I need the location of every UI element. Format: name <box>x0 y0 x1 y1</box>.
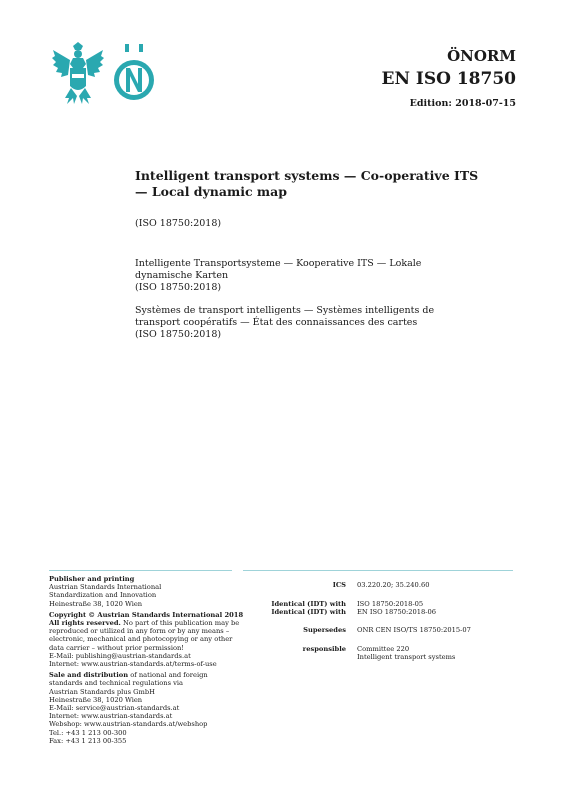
distribution-heading-line <box>49 671 239 679</box>
publisher-info <box>49 575 244 748</box>
copyright-section <box>49 610 244 669</box>
publisher-line: Austrian Standards International <box>49 583 162 592</box>
distribution-fax: Fax: +43 1 213 00-355 <box>49 736 127 745</box>
rights-text: No part of this publication may be <box>120 619 240 628</box>
austrian-eagle-logo <box>51 40 105 108</box>
distribution-tel: Tel.: +43 1 213 00-300 <box>49 728 127 737</box>
distribution-line: Austrian Standards plus GmbH <box>49 687 155 696</box>
identical-label: Identical (IDT) with <box>271 608 346 617</box>
norm-number: EN ISO 18750 <box>381 69 516 89</box>
distribution-line: standards and technical regulations via <box>49 679 184 688</box>
french-title: Systèmes de transport intelligents — Systèmes intelligents de transport coopératifs — État des connaissances des cartes <box>135 305 435 328</box>
distribution-internet: Internet: www.austrian-standards.at <box>49 712 173 721</box>
publisher-heading: Publisher and printing <box>49 575 135 583</box>
rights-reserved: All rights reserved. <box>49 619 121 628</box>
german-iso-reference: (ISO 18750:2018) <box>135 282 222 293</box>
ics-label: ICS <box>332 581 346 589</box>
supersedes-value: ONR CEN ISO/TS 18750:2015-07 <box>357 626 471 634</box>
distribution-heading: Sale and distribution <box>49 671 129 680</box>
distribution-heading-rest: of national and foreign <box>128 671 208 680</box>
copyright-heading: Copyright © Austrian Standards International 2018 <box>49 610 244 619</box>
document-title: Intelligent transport systems — Co-operative ITS — Local dynamic map <box>135 168 479 199</box>
iso-reference: (ISO 18750:2018) <box>135 218 222 229</box>
publisher-line: Heinestraße 38, 1020 Wien <box>49 599 143 608</box>
supersedes-label: Supersedes <box>303 626 346 634</box>
ics-value: 03.220.20; 35.240.60 <box>357 581 430 589</box>
distribution-line: Heinestraße 38, 1020 Wien <box>49 695 143 704</box>
edition-date: Edition: 2018-07-15 <box>409 98 516 109</box>
copyright-internet: Internet: www.austrian-standards.at/terms-of-use <box>49 660 217 669</box>
identical-value: EN ISO 18750:2018-06 <box>357 608 437 617</box>
german-title: Intelligente Transportsysteme — Kooperative ITS — Lokale dynamische Karten <box>135 258 422 281</box>
left-divider <box>49 570 232 571</box>
identical-value: ISO 18750:2018-05 <box>357 600 424 608</box>
distribution-section <box>49 671 239 745</box>
on-logo <box>113 44 155 104</box>
copyright-line: data carrier – without prior permission! <box>49 643 184 652</box>
norm-label: ÖNORM <box>447 47 516 65</box>
copyright-email: E-Mail: publishing@austrian-standards.at <box>49 651 191 660</box>
right-divider <box>243 570 513 571</box>
french-title-block <box>135 305 480 341</box>
distribution-email: E-Mail: service@austrian-standards.at <box>49 704 180 713</box>
german-title-block <box>135 258 480 294</box>
publisher-section <box>49 575 239 608</box>
responsible-committee: Committee 220 <box>357 645 410 653</box>
rights-line <box>49 619 239 627</box>
publisher-line: Standardization and Innovation <box>49 591 157 600</box>
copyright-line: reproduced or utilized in any form or by any means – <box>49 627 230 636</box>
responsible-label: responsible <box>302 645 346 653</box>
responsible-name: Intelligent transport systems <box>357 653 456 662</box>
distribution-webshop: Webshop: www.austrian-standards.at/webshop <box>49 720 208 729</box>
identical-label: Identical (IDT) with <box>271 600 346 608</box>
french-iso-reference: (ISO 18750:2018) <box>135 329 222 340</box>
copyright-line: electronic, mechanical and photocopying or any other <box>49 635 233 644</box>
